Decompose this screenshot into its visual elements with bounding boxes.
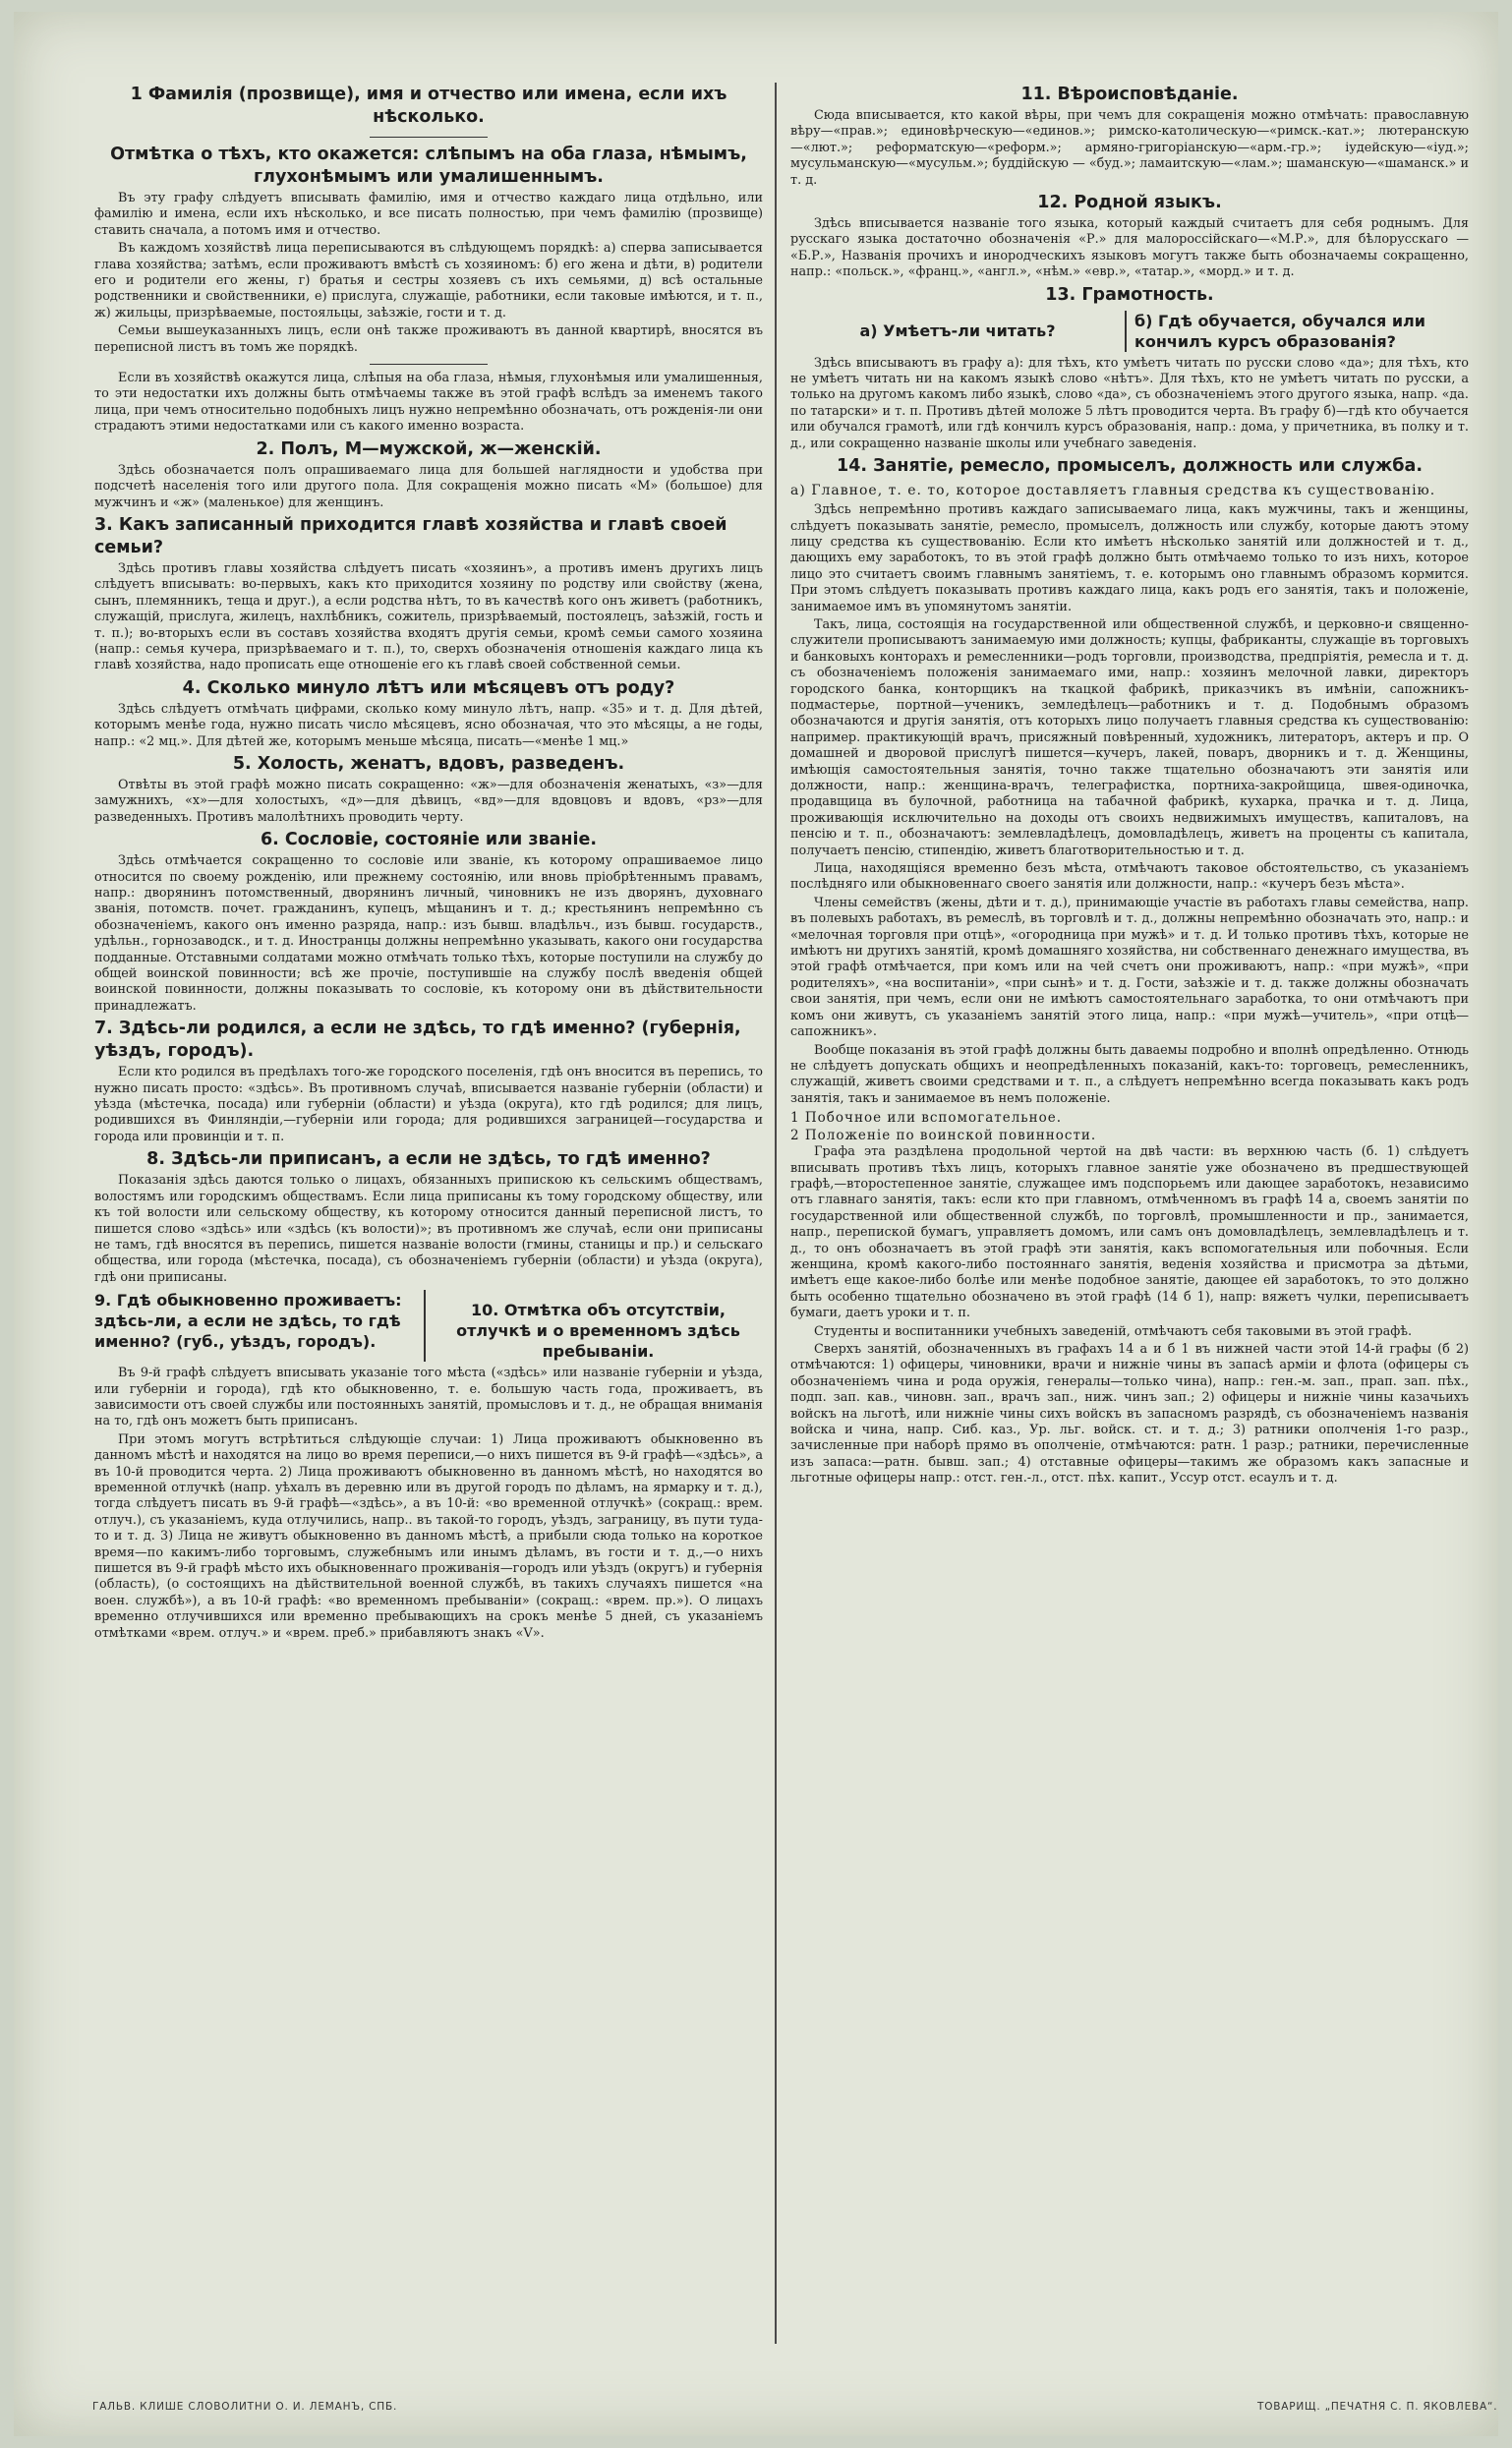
section-6-text: Здѣсь отмѣчается сокращенно то сословіе или званіе, къ которому опрашиваемое лицо относится по своему рожденію, или прежнему состоянію, или вновь пріобрѣтеннымъ правамъ, напр.: дворянинъ потомственный, дворянинъ личный, чиновникъ не изъ дворянъ, духовнаго званія, потомств. почет. гражданинъ, купецъ, мѣщанинъ и т. д.; крестьянинъ непремѣнно съ обозначеніемъ, какого онъ именно разряда, напр.: изъ бывш. владѣльч., изъ бывш. государств., удѣльн., горнозаводск., и т. д. Иностранцы должны непремѣнно указывать, какого они государства подданные. Отставными солдатами можно отмѣчать только тѣхъ, которые поступили на службу до общей воинской повинности; всѣ же прочіе, поступившіе на службу послѣ введенія общей воинской повинности, должны показывать то сословіе, къ которому они въ дѣйствительности принадлежатъ. bbox=[94, 853, 763, 1014]
section-3-title: 3. Какъ записанный приходится главѣ хозяйства и главѣ своей семьи? bbox=[94, 514, 727, 557]
left-column bbox=[94, 81, 763, 2352]
section-7-title: 7. Здѣсь-ли родился, а если не здѣсь, то гдѣ именно? (губернія, уѣздъ, городъ). bbox=[94, 1019, 741, 1062]
section-1-text: Семьи вышеуказанныхъ лицъ, если онѣ также проживаютъ въ данной квартирѣ, вносятся въ переписной листъ въ томъ же порядкѣ. bbox=[94, 323, 763, 355]
section-14-title: 14. Занятіе, ремесло, промыселъ, должность или служба. bbox=[837, 456, 1423, 477]
section-14-text: Графа эта раздѣлена продольной чертой на двѣ части: въ верхнюю часть (б. 1) слѣдуетъ вписывать противъ тѣхъ лицъ, которыхъ главное занятіе уже обозначено въ предшествующей графѣ,—второстепенное занятіе, служащее имъ подспорьемъ или дающее заработокъ, независимо отъ главнаго занятія, такъ: если кто при главномъ, отмѣченномъ въ графѣ 14 а, своемъ занятіи по государственной или общественной службѣ, по торговлѣ, промышленности и пр., занимается, напр., перепиской бумагъ, управляетъ домомъ, или самъ онъ домовладѣлецъ, землевладѣлецъ и т. д., то онъ обозначаетъ въ этой графѣ эти занятія, какъ вспомогательныя или побочныя. Если женщина, кромѣ какого-либо постояннаго занятія, веденія хозяйства и присмотра за дѣтьми, имѣетъ еще какое-либо болѣе или менѣе подобное занятіе, дающее ей заработокъ, то это должно быть особенно тщательно обозначено въ этой графѣ (14 б 1), напр: вяжетъ чулки, переписываетъ бумаги, даетъ уроки и т. п. bbox=[790, 1144, 1469, 1321]
section-1-text: Въ эту графу слѣдуетъ вписывать фамилію, имя и отчество каждаго лица отдѣльно, или фамилію и имена, если ихъ нѣсколько, и все писать полностью, при чемъ фамилію (прозвище) ставить сначала, а потомъ имя и отчество. bbox=[94, 191, 763, 238]
section-7-text: Если кто родился въ предѣлахъ того-же городского поселенія, гдѣ онъ вносится въ перепись, то нужно писать просто: «здѣсь». Въ противномъ случаѣ, вписывается названіе губерніи (области) и уѣзда (мѣстечка, посада) или губерніи (области) и уѣзда (округа), кто гдѣ родился; для лицъ, родившихся въ Финляндіи,—губерніи или города; для родившихся заграницей—государства и города или провинціи и т. п. bbox=[94, 1065, 763, 1144]
section-4-text: Здѣсь слѣдуетъ отмѣчать цифрами, сколько кому минуло лѣтъ, напр. «35» и т. д. Для дѣтей, которымъ менѣе года, нужно писать число мѣсяцевъ, ясно обозначая, что это мѣсяцы, а не годы, напр.: «2 мц.». Для дѣтей же, которымъ меньше мѣсяца, писать—«менѣе 1 мц.» bbox=[94, 701, 763, 749]
section-11-title: 11. Вѣроисповѣданіе. bbox=[1020, 85, 1239, 104]
printer-credit-left: ГАЛЬВ. КЛИШЕ СЛОВОЛИТНИ О. И. ЛЕМАНЪ, СПБ. bbox=[92, 2401, 398, 2413]
section-14-text: Такъ, лица, состоящія на государственной или общественной службѣ, и церковно-и священно-служители прописываютъ занимаемую ими должность; купцы, фабриканты, служащіе въ торговыхъ и банковыхъ конторахъ и ремесленники—родъ торговли, производства, предпріятія, ремесла и т. д. съ обозначеніемъ положенія занимаемаго ими, напр.: хозяинъ мелочной лавки, директоръ городского банка, конторщикъ на ткацкой фабрикѣ, приказчикъ въ имѣніи, сапожникъ-подмастерье, портной—ученикъ, земледѣлецъ—работникъ и т. д. Подобнымъ образомъ обозначаются и другія занятія, отъ которыхъ лицо получаетъ главныя средства къ существованію: например. практикующій врачъ, присяжный повѣренный, художникъ, литераторъ, актеръ и пр. О домашней и дворовой прислугѣ пишется—кучеръ, лакей, поваръ, дворникъ и т. д. Женщины, имѣющія самостоятельныя занятія, точно также тщательно обозначаютъ эти занятія или должности, напр.: женщина-врачъ, телеграфистка, портниха-закройщица, швея-одиночка, продавщица въ булочной, работница на табачной фабрикѣ, кухарка, прачка и т. д. Лица, проживающія исключительно на доходы отъ своихъ недвижимыхъ имуществъ, капиталовъ, на пенсію и т. п., обозначаютъ: землевладѣлецъ, домовладѣлецъ, живетъ на проценты съ капитала, получаетъ пенсію, стипендію, живетъ благотворительностью и т. д. bbox=[790, 616, 1469, 858]
printer-credit-right: ТОВАРИЩ. „ПЕЧАТНЯ С. П. ЯКОВЛЕВА“. bbox=[1257, 2401, 1498, 2413]
section-14-text: Здѣсь непремѣнно противъ каждаго записываемаго лица, какъ мужчины, такъ и женщины, слѣдуетъ показывать занятіе, ремесло, промыселъ, должность или службу, которые даютъ этому лицу средства къ существованію. Если кто имѣетъ нѣсколько занятій или должностей и т. д., дающихъ ему заработокъ, то въ этой графѣ должно быть отмѣчаемо только то изъ нихъ, которое лицо это считаетъ своимъ главнымъ занятіемъ, т. е. которымъ оно главнымъ образомъ кормится. При этомъ слѣдуетъ показывать противъ каждаго лица, какъ родъ его занятія, такъ и положеніе, занимаемое имъ въ упомянутомъ занятіи. bbox=[790, 502, 1469, 614]
section-13b-title: б) Гдѣ обучается, обучался или кончилъ курсъ образованія? bbox=[1125, 311, 1469, 352]
section-6-title: 6. Сословіе, состояніе или званіе. bbox=[261, 830, 597, 850]
section-9-title: 9. Гдѣ обыкновенно проживаетъ: здѣсь-ли, а если не здѣсь, то гдѣ именно? (губ., уѣздъ, городъ). bbox=[94, 1291, 402, 1352]
section-14b2-heading: 2 Положеніе по воинской повинности. bbox=[790, 1128, 1097, 1144]
section-5-text: Отвѣты въ этой графѣ можно писать сокращенно: «ж»—для обозначенія женатыхъ, «з»—для замужнихъ, «х»—для холостыхъ, «д»—для дѣвицъ, «вд»—для вдовцовъ и вдовъ, «рз»—для разведенныхъ. Противъ малолѣтнихъ проводить черту. bbox=[94, 777, 763, 825]
column-divider bbox=[775, 83, 777, 2344]
section-9-10-header bbox=[94, 1290, 763, 1362]
section-14-text: Студенты и воспитанники учебныхъ заведеній, отмѣчаютъ себя таковыми въ этой графѣ. bbox=[814, 1323, 1413, 1339]
section-14-text: Вообще показанія въ этой графѣ должны быть даваемы подробно и вполнѣ опредѣленно. Отнюдь не слѣдуетъ допускать общихъ и неопредѣленныхъ показаній, какъ-то: торговецъ, ремесленникъ, служащій, живетъ своими средствами и т. п., а слѣдуетъ непремѣнно всегда показывать какъ родъ занятія, такъ и занимаемое въ немъ положеніе. bbox=[790, 1042, 1469, 1106]
section-2-title: 2. Полъ, М—мужской, ж—женскій. bbox=[256, 438, 602, 459]
section-1-subtitle: Отмѣтка о тѣхъ, кто окажется: слѣпымъ на оба глаза, нѣмымъ, глухонѣмымъ или умалишеннымъ. bbox=[110, 145, 747, 187]
divider-line bbox=[370, 364, 488, 365]
section-13-header bbox=[790, 311, 1469, 352]
section-13-title: 13. Грамотность. bbox=[1045, 284, 1214, 305]
section-4-title: 4. Сколько минуло лѣтъ или мѣсяцевъ отъ роду? bbox=[182, 677, 675, 698]
section-14-text: Сверхъ занятій, обозначенныхъ въ графахъ 14 а и б 1 въ нижней части этой 14-й графы (б 2) отмѣчаются: 1) офицеры, чиновники, врачи и нижніе чины въ запасѣ арміи и флота (офицеры съ обозначеніемъ чина и рода оружія, генералы—только чина), напр.: ген.-м. зап., прап. зап. пѣх., подп. зап. кав., чиновн. зап., врачъ зап., ниж. чинъ зап.; 2) офицеры и нижніе чины казачьихъ войскъ на льготѣ, или нижніе чины сихъ войскъ въ запасномъ разрядѣ, съ обозначеніемъ названія войска и чина, напр. Сиб. каз., Ур. льг. войск. ст. и т. д.; 3) ратники ополченія 1-го разр., зачисленные при наборѣ прямо въ ополченіе, отмѣчаются: ратн. 1 разр.; ратники, перечисленные изъ запаса:—ратн. бывш. зап.; 4) отставные офицеры—такимъ же образомъ какъ запасные и льготные офицеры напр.: отст. ген.-л., отст. пѣх. капит., Уссур отст. есаулъ и т. д. bbox=[790, 1342, 1469, 1486]
section-12-text: Здѣсь вписывается названіе того языка, который каждый считаетъ для себя роднымъ. Для русскаго языка достаточно обозначенія «Р.» для малороссійскаго—«М.Р.», для бѣлорусскаго — «Б.Р.», Названія прочихъ и инородческихъ языковъ могутъ также быть обозначаемы сокращенно, напр.: «польск.», «франц.», «англ.», «нѣм.» «евр.», «татар.», «морд.» и т. д. bbox=[790, 216, 1469, 280]
section-2-text: Здѣсь обозначается полъ опрашиваемаго лица для большей наглядности и удобства при подсчетѣ населенія того или другого пола. Для сокращенія можно писать «М» (большое) для мужчинъ и «ж» (маленькое) для женщинъ. bbox=[94, 462, 763, 510]
section-14-text: Члены семействъ (жены, дѣти и т. д.), принимающіе участіе въ работахъ главы семейства, напр. въ полевыхъ работахъ, въ ремеслѣ, въ торговлѣ и т. д., должны непремѣнно обозначать это, напр.: и «мелочная торговля при отцѣ», «огородница при мужѣ» и т. д. И только противъ тѣхъ, которые не имѣютъ ни другихъ занятій, кромѣ домашняго хозяйства, ни собственнаго денежнаго имущества, въ этой графѣ отмѣчается, при комъ или на чей счетъ они проживаютъ, напр.: «при мужѣ», «при родителяхъ», «на воспитаніи», «при сынѣ» и т. д. Гости, заѣзжіе и т. д. также должны обозначать свои занятія, при чемъ, если они не имѣютъ самостоятельнаго заработка, то они отмѣчаютъ при комъ они живутъ, съ указаніемъ занятій этого лица, напр.: «при мужѣ—учитель», «при отцѣ—сапожникъ». bbox=[790, 895, 1469, 1040]
section-9-text: При этомъ могутъ встрѣтиться слѣдующіе случаи: 1) Лица проживаютъ обыкновенно въ данномъ мѣстѣ и находятся на лицо во время переписи,—о нихъ пишется въ 9-й графѣ—«здѣсь», а въ 10-й проводится черта. 2) Лица проживаютъ обыкновенно въ данномъ мѣстѣ, но находятся во временной отлучкѣ (напр. уѣхалъ въ деревню или въ другой городъ по дѣламъ, на ярмарку и т. д.), тогда слѣдуетъ писать въ 9-й графѣ—«здѣсь», а въ 10-й: «во временной отлучкѣ» (сокращ.: врем. отлуч.), съ указаніемъ, куда отлучились, напр.. въ такой-то городъ, уѣздъ, заграницу, въ пути туда-то и т. д. 3) Лица не живутъ обыкновенно въ данномъ мѣстѣ, а прибыли сюда только на короткое время—по какимъ-либо торговымъ, служебнымъ или инымъ дѣламъ, въ гости и т. д.,—о нихъ пишется въ 9-й графѣ мѣсто ихъ обыкновеннаго проживанія—городъ или уѣздъ (округъ) и губернія (область), (о состоящихъ на дѣйствительной военной службѣ, въ такихъ случаяхъ пишется «на воен. службѣ»), а въ 10-й графѣ: «во временномъ пребываніи» (сокращ.: «врем. пр.»). О лицахъ временно отлучившихся или временно пребывающихъ на срокъ менѣе 5 дней, съ указаніемъ отмѣтками «врем. отлуч.» и «врем. преб.» прибавляютъ знакъ «V». bbox=[94, 1431, 763, 1641]
section-12-title: 12. Родной языкъ. bbox=[1037, 193, 1222, 213]
section-3-text: Здѣсь противъ главы хозяйства слѣдуетъ писать «хозяинъ», а противъ именъ другихъ лицъ слѣдуетъ вписывать: во-первыхъ, какъ кто приходится хозяину по родству или свойству (жена, сынъ, племянникъ, теща и друг.), а если родства нѣтъ, то въ качествѣ кого онъ живетъ (работникъ, служащій, прислуга, жилецъ, нахлѣбникъ, сожитель, призрѣваемый, постоялецъ, заѣзжій, гость и т. п.); во-вторыхъ если въ составъ хозяйства входятъ другія семьи, кромѣ семьи самого хозяина (напр.: семья кучера, призрѣваемаго и т. п.), то, сверхъ обозначенія отношенія каждаго лица къ главѣ хозяйства, надо прописать еще отношеніе его къ главѣ своей собственной семьи. bbox=[94, 560, 763, 673]
section-13-text: Здѣсь вписываютъ въ графу а): для тѣхъ, кто умѣетъ читать по русски слово «да»; для тѣхъ, кто не умѣетъ читать ни на какомъ языкѣ слово «нѣтъ». Для тѣхъ, кто не умѣетъ читать по русски, а только на другомъ какомъ либо языкѣ, слово «да», съ обозначеніемъ этого другого языка, напр. «да. по татарски» и т. п. Противъ дѣтей моложе 5 лѣтъ проводится черта. Въ графу б)—гдѣ кто обучается или обучался грамотѣ, или гдѣ кончилъ курсъ образованія, напр.: дома, у причетника, въ полку и т. д., или сокращенно названіе школы или учебнаго заведенія. bbox=[790, 355, 1469, 451]
section-14a-heading: а) Главное, т. е. то, которое доставляетъ главныя средства къ существованію. bbox=[790, 483, 1436, 499]
section-8-text: Показанія здѣсь даются только о лицахъ, обязанныхъ припискою къ сельскимъ обществамъ, волостямъ или городскимъ обществамъ. Если лица приписаны къ тому городскому обществу, или къ той волости или сельскому обществу, къ которому относится данный переписной листъ, то пишется слово «здѣсь» или «здѣсь (къ волости)»; въ противномъ же случаѣ, если они приписаны не тамъ, гдѣ вносятся въ перепись, пишется названіе волости (гмины, станицы и пр.) и сельскаго общества, или города (мѣстечка, посада), съ обозначеніемъ губерніи (области) и уѣзда (округа), гдѣ они приписаны. bbox=[94, 1173, 763, 1285]
section-8-title: 8. Здѣсь-ли приписанъ, а если не здѣсь, то гдѣ именно? bbox=[146, 1149, 711, 1170]
right-column bbox=[790, 81, 1469, 2361]
section-14b1-heading: 1 Побочное или вспомогательное. bbox=[790, 1110, 1063, 1127]
section-13a-title: а) Умѣетъ-ли читать? bbox=[859, 321, 1056, 340]
section-10-title: 10. Отмѣтка объ отсутствіи, отлучкѣ и о временномъ здѣсь пребываніи. bbox=[424, 1290, 763, 1362]
section-1-text: Если въ хозяйствѣ окажутся лица, слѣпыя на оба глаза, нѣмыя, глухонѣмыя или умалишенныя, то эти недостатки ихъ должны быть отмѣчаемы также въ этой графѣ вслѣдъ за именемъ такого лица, при чемъ относительно подобныхъ лицъ нужно непремѣнно обозначать, отъ рожденія-ли они страдаютъ этими недостатками или съ какого именно возраста. bbox=[94, 371, 763, 435]
section-14-text: Лица, находящіяся временно безъ мѣста, отмѣчаютъ таковое обстоятельство, съ указаніемъ послѣдняго или обыкновеннаго своего занятія или должности, напр.: «кучеръ безъ мѣста». bbox=[790, 861, 1469, 893]
section-1-title: 1 Фамилія (прозвище), имя и отчество или имена, если ихъ нѣсколько. bbox=[130, 85, 727, 127]
census-instruction-sheet bbox=[14, 12, 1498, 2436]
section-9-text: Въ 9-й графѣ слѣдуетъ вписывать указаніе того мѣста («здѣсь» или названіе губерніи и уѣзда, или губерніи и города), гдѣ кто обыкновенно, т. е. большую часть года, проживаетъ, въ зависимости отъ своей службы или постоянныхъ занятій, промысловъ и т. д., не обращая вниманія на то, гдѣ онъ можетъ быть приписанъ. bbox=[94, 1366, 763, 1429]
section-5-title: 5. Холость, женатъ, вдовъ, разведенъ. bbox=[232, 753, 625, 774]
divider-line bbox=[370, 137, 488, 138]
section-1-text: Въ каждомъ хозяйствѣ лица переписываются въ слѣдующемъ порядкѣ: а) сперва записывается глава хозяйства; затѣмъ, если проживаютъ вмѣстѣ съ хозяиномъ: б) его жена и дѣти, в) родители его и родители его жены, г) братья и сестры хозяевъ съ ихъ семьями, д) всѣ остальные родственники и свойственники, е) прислуга, служащіе, работники, если таковые имѣются, и т. п., ж) жильцы, призрѣваемые, постояльцы, заѣзжіе, гости и т. д. bbox=[94, 241, 763, 321]
section-11-text: Сюда вписывается, кто какой вѣры, при чемъ для сокращенія можно отмѣчать: православную вѣру—«прав.»; единовѣрческую—«единов.»; римско-католическую—«римск.-кат.»; лютеранскую—«лют.»; реформатскую—«реформ.»; армяно-григоріанскую—«арм.-гр.»; іудейскую—«іуд.»; мусульманскую—«мусульм.»; буддійскую — «буд.»; ламаитскую—«лам.»; шаманскую—«шаманск.» и т. д. bbox=[790, 108, 1469, 188]
